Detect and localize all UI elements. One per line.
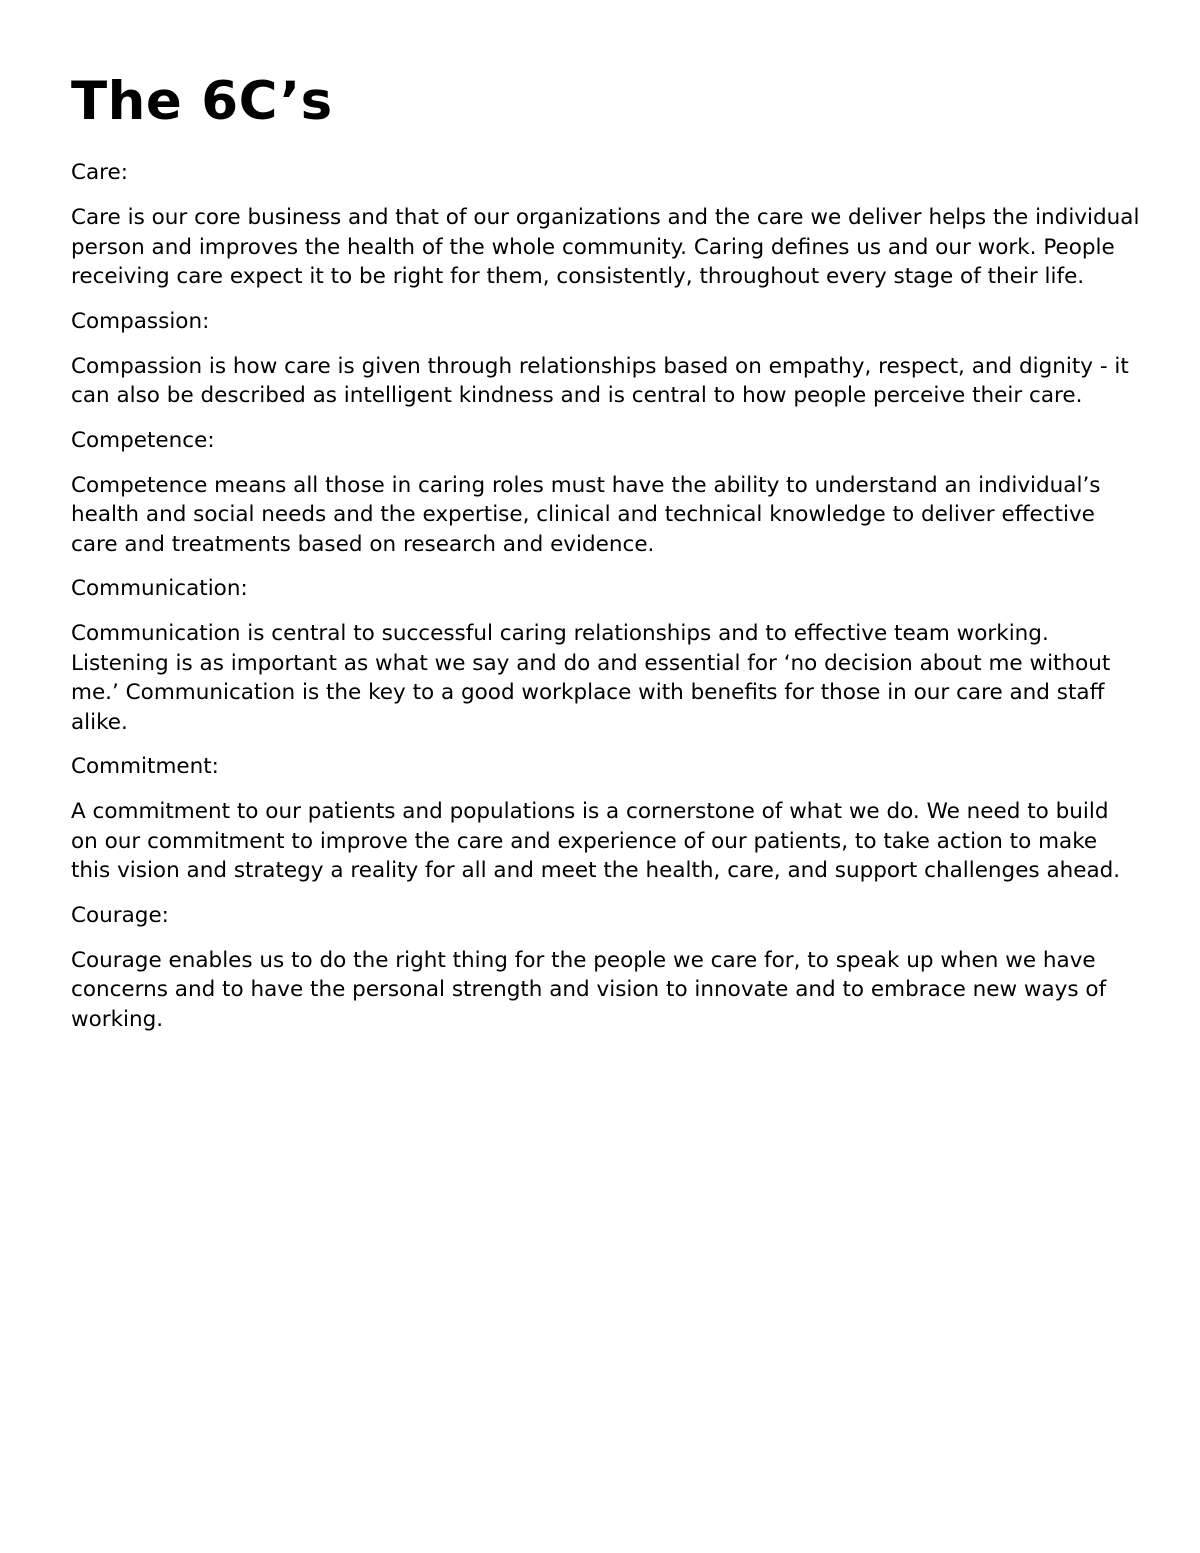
section-body: Courage enables us to do the right thing for the people we care for, to speak up when we have concerns and to have the personal strength and vision to innovate and to embrace new ways of working. [71, 947, 1107, 1032]
section-commitment [71, 752, 1141, 886]
section-heading: Commitment: [71, 754, 219, 779]
section-care [71, 158, 1141, 292]
section-heading: Courage: [71, 902, 169, 928]
section-communication [71, 574, 1141, 737]
document-title: The 6C’s [71, 71, 333, 132]
section-body: Care is our core business and that of our organizations and the care we deliver helps the individual person and improves the health of the whole community. Caring defines us and our work. People receiving care expect it to be right for them, consistently, throughout every stage of their life. [71, 205, 1140, 289]
section-body: Communication is central to successful caring relationships and to effective team working. Listening is as important as what we say and do and essential for ‘no decision about me without me.’ Communication is the key to a good workplace with benefits for those in our care and staff alike. [71, 621, 1111, 735]
section-compassion [71, 307, 1141, 411]
document-page [71, 70, 1141, 1049]
section-competence [71, 426, 1141, 560]
section-body: Competence means all those in caring roles must have the ability to understand an individual’s health and social needs and the expertise, clinical and technical knowledge to deliver effective care and treatments based on research and evidence. [71, 472, 1101, 557]
section-heading: Compassion: [71, 308, 210, 334]
section-heading: Care: [71, 160, 129, 185]
section-courage [71, 901, 1141, 1035]
section-body: A commitment to our patients and populations is a cornerstone of what we do. We need to build on our commitment to improve the care and experience of our patients, to take action to make this vision and strategy a reality for all and meet the health, care, and support challenges ahead. [71, 799, 1121, 883]
section-body: Compassion is how care is given through relationships based on empathy, respect, and dignity - it can also be described as intelligent kindness and is central to how people perceive their care. [71, 353, 1129, 408]
section-heading: Communication: [71, 576, 248, 601]
section-heading: Competence: [71, 427, 215, 453]
